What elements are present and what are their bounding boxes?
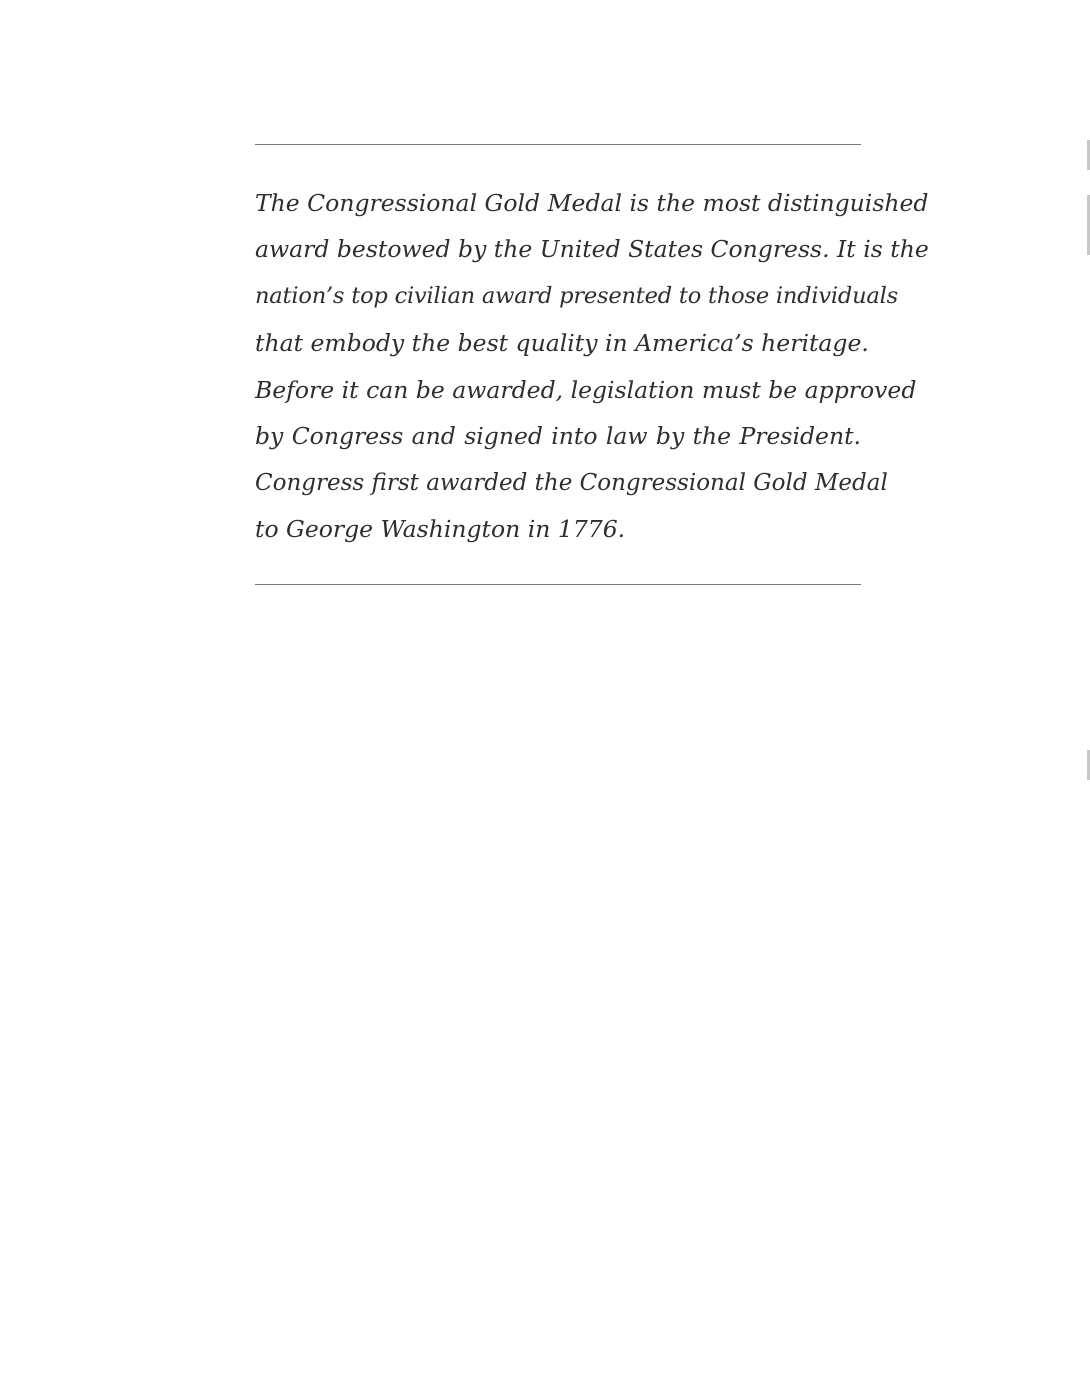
paragraph-line: Congress first awarded the Congressional Gold Medal: [255, 470, 888, 496]
paragraph-line: Before it can be awarded, legislation must be approved: [255, 376, 917, 404]
paragraph-line: The Congressional Gold Medal is the most distinguished: [255, 189, 929, 217]
bottom-divider: [255, 584, 861, 585]
paragraph-line: that embody the best quality in America’s heritage.: [255, 329, 869, 357]
top-divider: [255, 144, 861, 145]
paragraph-line: nation’s top civilian award presented to those individuals: [255, 283, 898, 309]
paragraph-line: award bestowed by the United States Congress. It is the: [255, 235, 929, 263]
medal-description-paragraph: [255, 180, 929, 560]
paragraph-line: to George Washington in 1776.: [255, 515, 626, 543]
paragraph-line: by Congress and signed into law by the President.: [255, 422, 861, 450]
